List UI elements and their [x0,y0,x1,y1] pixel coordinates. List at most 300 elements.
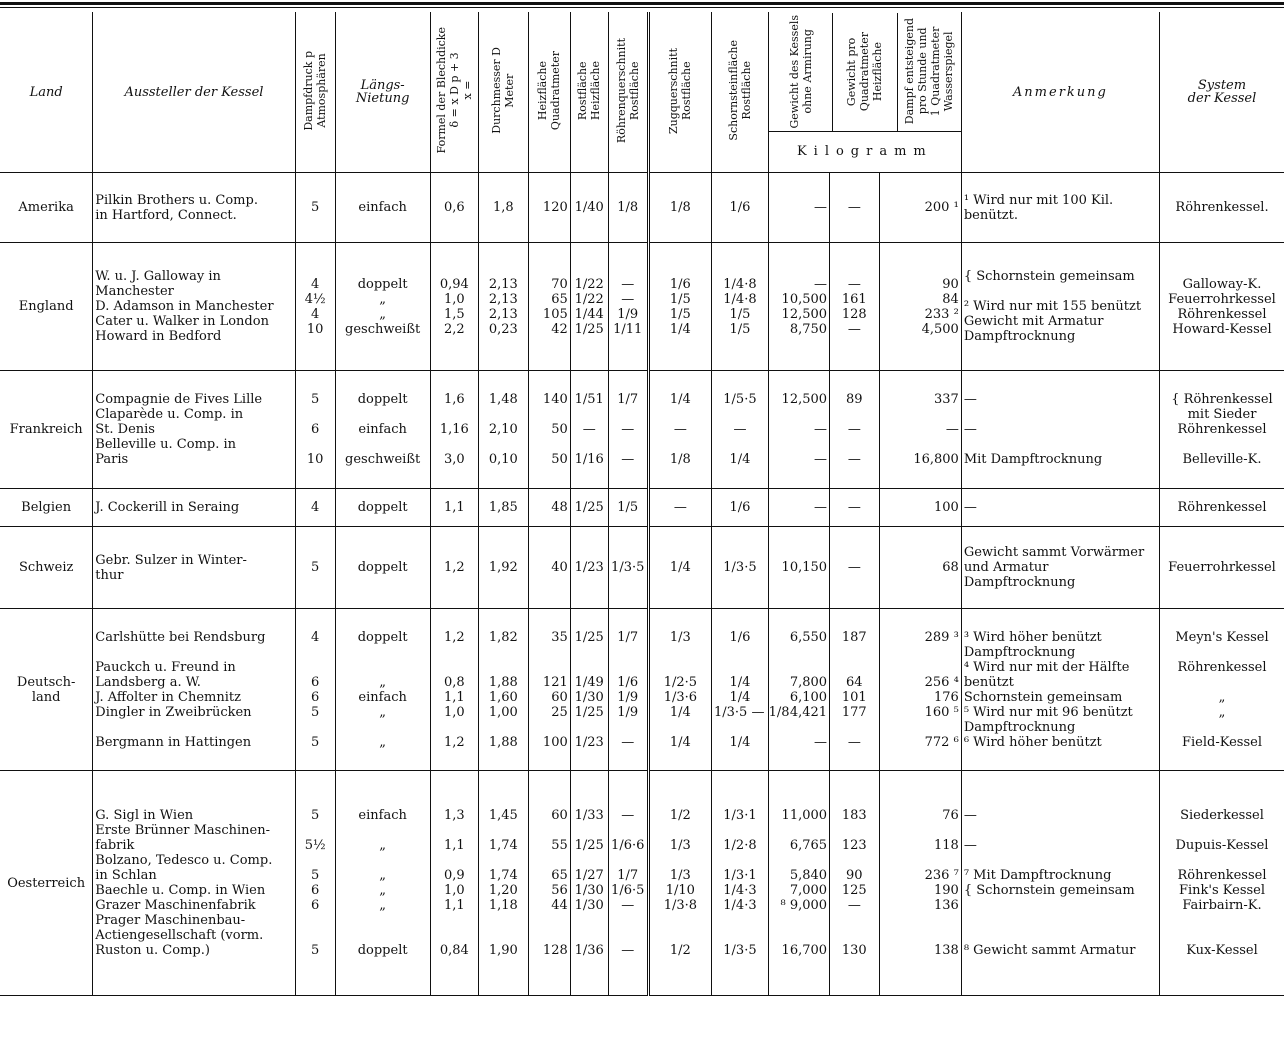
nietung-line: doppelt [357,392,408,407]
formel-line: 2,2 [443,321,465,337]
aussteller-line: Prager Maschinenbau- [95,913,246,928]
zug-rost-line: 1/3·8 [663,898,698,913]
nietung-line: einfach [358,422,407,437]
top-rule [0,2,1284,8]
boiler-table [0,12,1284,996]
durchmesser-line: 1,90 [488,943,518,958]
aussteller-cell [93,527,295,609]
gewicht-qm-line: 128 [841,306,867,322]
dampf-cell [879,173,961,243]
roehren-rost-line: 1/6·6 [611,838,645,853]
dampf-line: 236 ⁷ [924,868,959,883]
gewicht-qm-cell [830,609,880,771]
durchmesser-line [481,407,526,422]
dampf-line: 160 ⁵ [924,704,959,720]
zug-rost-cell [648,371,711,489]
dampf-line [882,823,959,838]
aussteller-cell [93,609,295,771]
roehren-rost-line: 1/7 [617,629,639,645]
gewicht-qm-cell [830,489,880,527]
dampf-line: 136 [933,898,959,913]
dampf-cell [879,243,961,371]
system-line: Meyn's Kessel [1175,629,1269,645]
gewicht-qm-line: 183 [841,808,867,823]
header-dampf: Dampf entsteigend pro Stunde und 1 Quadratmeter Wasserspiegel [897,13,961,131]
rost-heiz-line: 1/25 [574,629,604,645]
anmerkung-line [964,853,1157,868]
roehren-rost-line: 1/7 [617,868,639,883]
roehren-rost-line: 1/7 [617,392,639,407]
formel-line: 0,84 [439,943,469,958]
system-cell [1159,771,1284,996]
formel-line: 0,8 [443,674,465,690]
durchmesser-line [481,853,526,868]
schorn-rost-line: 1/4 [729,452,751,467]
nietung-line [338,720,428,735]
formel-line [433,660,476,675]
roehren-rost-line [611,823,645,838]
gewicht-qm-line [832,720,877,735]
gewicht-qm-line: — [847,500,861,515]
anmerkung-line: — [963,808,977,823]
land-cell [0,771,93,996]
gewicht-qm-line: 125 [841,883,867,898]
roehren-rost-line: — [621,734,635,750]
gewicht-qm-line [832,645,877,660]
rost-heiz-line: 1/40 [574,200,604,215]
schorn-rost-line: — [733,422,747,437]
dampf-line: 90 [942,276,959,292]
heizflaeche-line: 50 [551,422,568,437]
aussteller-line: Erste Brünner Maschinen- [95,823,270,838]
rost-heiz-line: 1/22 [574,276,604,292]
dampfdruck-line [298,645,333,660]
rost-heiz-cell [570,609,608,771]
gewicht-line [771,437,827,452]
dampf-line: 16,800 [913,452,959,467]
table-row [0,173,1284,243]
aussteller-line: fabrik [95,838,135,853]
gewicht-cell [768,243,829,371]
system-line: Belleville-K. [1182,452,1262,467]
anmerkung-line [964,913,1157,928]
land-text: Oesterreich [7,875,86,891]
durchmesser-line: 1,00 [488,704,518,720]
gewicht-line: 11,000 [781,808,828,823]
gewicht-qm-line [832,407,877,422]
land-text: Amerika [18,200,74,215]
gewicht-cell [768,173,829,243]
gewicht-qm-line [832,823,877,838]
anmerkung-line [964,823,1157,838]
schorn-rost-line: 1/5·5 [723,392,757,407]
schorn-rost-line: 1/4·8 [723,276,757,292]
formel-line: 1,6 [443,392,465,407]
durchmesser-line: 1,85 [488,500,518,515]
anmerkung-line: Gewicht mit Armatur [963,314,1104,329]
gewicht-qm-line: 130 [841,943,867,958]
heizflaeche-line: 40 [551,560,568,575]
zug-rost-line [652,913,709,928]
heizflaeche-line [531,407,568,422]
heizflaeche-line: 70 [551,276,568,292]
anmerkung-line [964,407,1157,422]
gewicht-qm-line: 187 [841,629,867,645]
schorn-rost-line: 1/3·5 [723,943,757,958]
gewicht-qm-line: 64 [846,674,863,690]
heizflaeche-line: 44 [551,898,568,913]
nietung-line: einfach [358,689,407,705]
system-line: „ [1218,689,1226,705]
heizflaeche-line [531,853,568,868]
dampfdruck-cell [295,173,335,243]
table-row [0,371,1284,489]
dampf-line [882,720,959,735]
gewicht-line: — [814,422,828,437]
zug-rost-line: 1/4 [669,704,691,720]
dampf-line: 337 [933,392,959,407]
roehren-rost-line [611,720,645,735]
system-line: Röhrenkessel [1177,500,1267,515]
aussteller-line: W. u. J. Galloway in [95,269,221,284]
rost-heiz-line: 1/23 [574,560,604,575]
formel-cell [430,489,478,527]
aussteller-line: in Hartford, Connect. [95,207,237,223]
aussteller-line: in Schlan [95,868,157,883]
system-line: Röhrenkessel [1177,868,1267,883]
land-cell [0,173,93,243]
header-schorn-rost: Schornsteinfläche Rostfläche [711,12,768,173]
heizflaeche-line: 65 [551,291,568,307]
land-cell [0,489,93,527]
zug-rost-line [652,928,709,943]
schorn-rost-line: 1/6 [729,500,751,515]
land-text: Deutsch- [16,674,76,690]
zug-rost-cell [648,771,711,996]
header-zug-rost: Zugquerschnitt Rostfläche [648,12,711,173]
schorn-rost-line [714,660,766,675]
system-line [1162,720,1282,735]
schorn-rost-line [714,407,766,422]
anmerkung-line: benützt [963,674,1014,690]
dampfdruck-line: 10 [306,452,324,467]
dampf-line: — [945,422,959,437]
anmerkung-cell [961,489,1159,527]
land-cell [0,371,93,489]
gewicht-qm-line: — [847,321,861,337]
anmerkung-line: Dampftrocknung [963,719,1076,735]
rost-heiz-line [573,913,606,928]
heizflaeche-cell [528,173,570,243]
aussteller-line: thur [95,567,124,583]
system-line [1162,853,1282,868]
schorn-rost-line: 1/3·1 [723,868,757,883]
system-line: { Röhrenkessel [1171,392,1273,407]
dampfdruck-line: 5 [311,200,320,215]
roehren-rost-line [611,407,645,422]
zug-rost-cell [648,489,711,527]
formel-line [433,720,476,735]
durchmesser-line: 2,13 [488,291,518,307]
dampf-line: 84 [942,291,959,307]
zug-rost-line [652,645,709,660]
rost-heiz-line: 1/44 [574,306,604,322]
system-cell [1159,527,1284,609]
heizflaeche-line [531,720,568,735]
zug-rost-cell [648,173,711,243]
nietung-line: „ [379,734,387,750]
rost-heiz-line [573,437,606,452]
dampf-line [882,407,959,422]
schorn-rost-line: 1/5 [729,306,751,322]
system-line: „ [1218,704,1226,720]
nietung-line: doppelt [357,943,408,958]
nietung-line: „ [379,868,387,883]
formel-cell [430,609,478,771]
nietung-line: einfach [358,808,407,823]
anmerkung-line: Dampftrocknung [963,575,1076,590]
rost-heiz-line: 1/25 [574,500,604,515]
durchmesser-line: 1,88 [488,734,518,750]
dampfdruck-line: 5 [311,704,320,720]
anmerkung-line [964,928,1157,943]
dampfdruck-cell [295,489,335,527]
durchmesser-cell [479,243,529,371]
anmerkung-line: { Schornstein gemeinsam [963,883,1135,898]
schorn-rost-line [714,437,766,452]
schorn-rost-line: 1/4 [729,674,751,690]
anmerkung-line: ³ Wird höher benützt [963,629,1102,645]
durchmesser-line [481,437,526,452]
dampfdruck-cell [295,609,335,771]
durchmesser-line [481,928,526,943]
land-text: England [18,299,74,314]
aussteller-line: Cater u. Walker in London [95,314,269,329]
rost-heiz-line [573,853,606,868]
roehren-rost-line: 1/3·5 [611,560,645,575]
header-gewicht-qm: Gewicht pro Quadratmeter Heizfläche [832,13,896,131]
rost-heiz-line: 1/22 [574,291,604,307]
durchmesser-line [481,913,526,928]
anmerkung-line: Schornstein gemeinsam [963,689,1123,705]
aussteller-line: G. Sigl in Wien [95,808,194,823]
durchmesser-line: 2,13 [488,276,518,292]
roehren-rost-line [611,437,645,452]
schorn-rost-line [714,853,766,868]
formel-line: 1,2 [443,734,465,750]
gewicht-qm-cell [830,527,880,609]
dampf-line: 138 [933,943,959,958]
aussteller-cell [93,173,295,243]
dampfdruck-cell [295,243,335,371]
aussteller-line: Belleville u. Comp. in [95,437,237,452]
zug-rost-line: 1/2 [669,943,691,958]
table-row [0,489,1284,527]
zug-rost-line [652,407,709,422]
durchmesser-line [481,720,526,735]
anmerkung-line: ¹ Wird nur mit 100 Kil. [963,192,1114,208]
aussteller-line: Ruston u. Comp.) [95,943,210,958]
heizflaeche-line: 65 [551,868,568,883]
zug-rost-line [652,823,709,838]
zug-rost-line: 1/4 [669,392,691,407]
schorn-rost-cell [711,771,768,996]
anmerkung-line: Dampftrocknung [963,644,1076,660]
rost-heiz-line: 1/51 [574,392,604,407]
dampfdruck-line: 4½ [304,291,326,307]
header-dampfdruck: Dampfdruck p Atmosphären [295,12,335,173]
gewicht-line: 16,700 [781,943,828,958]
anmerkung-line: ⁴ Wird nur mit der Hälfte [963,659,1130,675]
anmerkung-line: — [963,422,977,437]
aussteller-line: Bergmann in Hattingen [95,734,252,750]
heizflaeche-line [531,823,568,838]
gewicht-line [771,823,827,838]
formel-line: 0,6 [443,200,465,215]
rost-heiz-cell [570,371,608,489]
durchmesser-line [481,645,526,660]
heizflaeche-line: 48 [551,500,568,515]
gewicht-line [771,913,827,928]
heizflaeche-line [531,437,568,452]
heizflaeche-line: 121 [542,674,568,690]
schorn-rost-cell [711,371,768,489]
rost-heiz-line: 1/16 [574,452,604,467]
formel-cell [430,173,478,243]
nietung-cell [335,371,430,489]
rost-heiz-cell [570,527,608,609]
anmerkung-line: — [963,838,977,853]
zug-rost-line [652,437,709,452]
schorn-rost-cell [711,527,768,609]
heizflaeche-line: 60 [551,808,568,823]
formel-line: 3,0 [443,452,465,467]
roehren-rost-line: 1/9 [617,704,639,720]
dampfdruck-line [298,407,333,422]
durchmesser-cell [479,527,529,609]
dampf-line [882,660,959,675]
durchmesser-cell [479,609,529,771]
dampf-line: 233 ² [924,306,959,322]
system-line [1162,823,1282,838]
durchmesser-line: 0,23 [488,321,518,337]
rost-heiz-cell [570,489,608,527]
heizflaeche-line: 42 [551,321,568,337]
formel-line: 1,5 [443,306,465,322]
schorn-rost-line [714,913,766,928]
gewicht-line: — [814,734,828,750]
formel-line: 0,94 [439,276,469,292]
anmerkung-line: — [963,392,977,407]
zug-rost-line: 1/4 [669,734,691,750]
land-cell [0,243,93,371]
system-cell [1159,371,1284,489]
system-line: Fairbairn-K. [1182,898,1262,913]
header-system: System der Kessel [1159,12,1284,173]
nietung-line: „ [379,674,387,690]
durchmesser-line: 1,74 [488,868,518,883]
header-nietung: Längs- Nietung [335,12,430,173]
gewicht-qm-line [832,660,877,675]
anmerkung-cell [961,173,1159,243]
zug-rost-line: 1/4 [669,560,691,575]
table-row [0,771,1284,996]
system-line [1162,437,1282,452]
formel-line [433,645,476,660]
land-text: Belgien [21,500,72,515]
heizflaeche-line: 128 [542,943,568,958]
schorn-rost-line: 1/4 [729,689,751,705]
gewicht-qm-line: 89 [846,392,863,407]
dampf-line: 76 [942,808,959,823]
gewicht-qm-line: 161 [841,291,867,307]
system-line: Field-Kessel [1181,734,1262,750]
gewicht-qm-line: 123 [841,838,867,853]
gewicht-line: — [814,452,828,467]
aussteller-line: Paris [95,452,129,467]
anmerkung-line [964,437,1157,452]
aussteller-line: Bolzano, Tedesco u. Comp. [95,853,273,868]
dampfdruck-cell [295,527,335,609]
schorn-rost-line: 1/4·3 [723,898,757,913]
nietung-cell [335,527,430,609]
rost-heiz-line: 1/36 [574,943,604,958]
heizflaeche-line [531,645,568,660]
roehren-rost-line [611,928,645,943]
roehren-rost-line: 1/9 [617,689,639,705]
gewicht-line [771,853,827,868]
durchmesser-cell [479,371,529,489]
system-line: Röhrenkessel. [1175,200,1269,215]
dampfdruck-line [298,853,333,868]
system-line: Feuerrohrkessel [1168,560,1276,575]
gewicht-line [771,720,827,735]
anmerkung-line: Dampftrocknung [963,329,1076,344]
header-aussteller: Aussteller der Kessel [93,12,295,173]
nietung-line: doppelt [357,629,408,645]
rost-heiz-line [573,660,606,675]
rost-heiz-cell [570,173,608,243]
gewicht-line: — [814,200,828,215]
rost-heiz-line [573,407,606,422]
dampf-line: 118 [933,838,959,853]
roehren-rost-cell [608,371,648,489]
heizflaeche-cell [528,527,570,609]
schorn-rost-line: 1/3·5 — 1/8 [713,704,790,720]
aussteller-line: Pauckch u. Freund in [95,659,236,675]
dampfdruck-line: 5 [311,734,320,750]
gewicht-line: 12,500 [781,392,828,407]
system-line: Feuerrohrkessel [1168,291,1276,307]
rost-heiz-line: 1/23 [574,734,604,750]
nietung-cell [335,173,430,243]
anmerkung-line: { Schornstein gemeinsam [963,269,1135,284]
dampf-line: 289 ³ [924,629,959,645]
aussteller-line: Manchester [95,284,174,299]
roehren-rost-cell [608,243,648,371]
header-rost-heiz: Rostfläche Heizfläche [570,12,608,173]
heizflaeche-line: 140 [542,392,568,407]
anmerkung-line: ² Wird nur mit 155 benützt [963,299,1142,314]
gewicht-qm-line: 90 [846,868,863,883]
schorn-rost-line [714,720,766,735]
roehren-rost-cell [608,489,648,527]
header-anmerkung: Anmerkung [961,12,1159,173]
aussteller-line: Carlshütte bei Rendsburg [95,629,266,645]
roehren-rost-line: 1/5 [617,500,639,515]
heizflaeche-line [531,660,568,675]
gewicht-line: 10,500 [781,291,828,307]
